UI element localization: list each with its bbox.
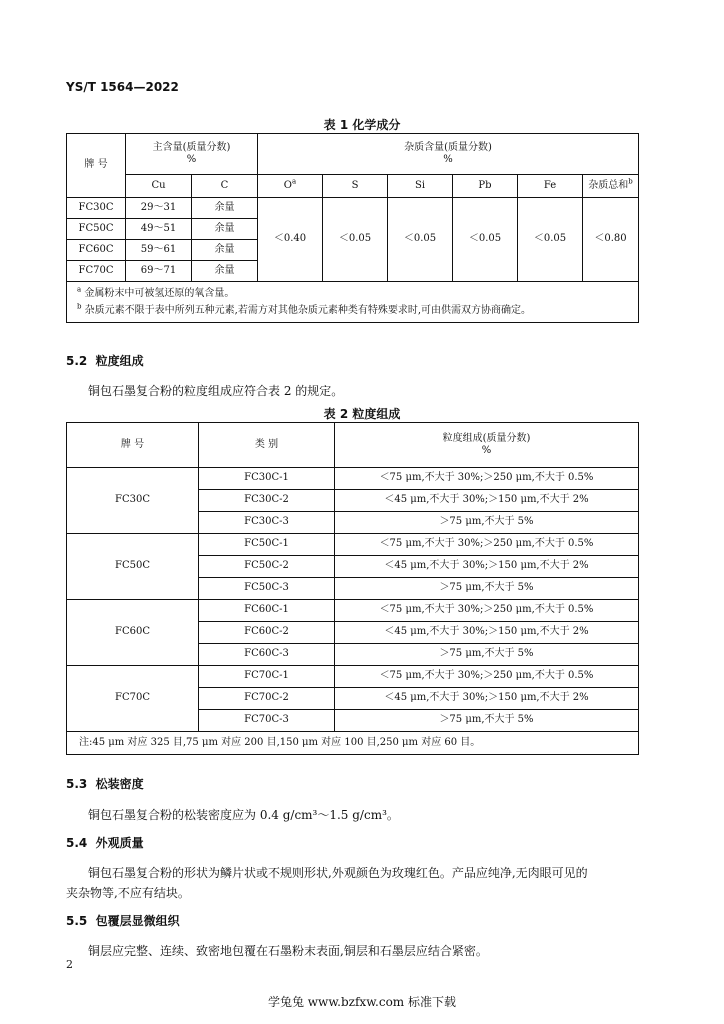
section-5-5-heading	[66, 912, 180, 929]
table2-header-class: 类 别	[199, 423, 335, 468]
table2-grade: FC60C	[67, 600, 199, 666]
table1-c: 余量	[192, 198, 258, 219]
table2-class: FC70C-2	[199, 688, 335, 710]
table2-header-size	[335, 423, 639, 468]
section-5-2-text: 铜包石墨复合粉的粒度组成应符合表 2 的规定。	[88, 384, 344, 398]
standard-code: YS/T 1564—2022	[66, 80, 179, 94]
section-5-3-title: 松装密度	[95, 777, 144, 791]
table2-spec: ＜45 μm,不大于 30%;＞150 μm,不大于 2%	[335, 622, 639, 644]
section-5-2-number: 5.2	[66, 354, 88, 368]
section-5-4-heading	[66, 834, 144, 851]
table-row	[67, 600, 639, 622]
table2-header-grade: 牌 号	[67, 423, 199, 468]
table1-c: 余量	[192, 240, 258, 261]
table2-size-unit: %	[481, 445, 492, 456]
table1-note-a-mark: a	[77, 285, 82, 294]
table2-grade: FC30C	[67, 468, 199, 534]
section-5-2-heading	[66, 352, 144, 369]
table2-size-label: 粒度组成(质量分数)	[442, 432, 531, 444]
table2-class: FC60C-1	[199, 600, 335, 622]
section-5-5-title: 包覆层显微组织	[95, 914, 180, 928]
table1-fe-value: ＜0.05	[518, 198, 583, 282]
table1-grade: FC70C	[67, 261, 126, 282]
table2-class: FC70C-3	[199, 710, 335, 732]
table2-class: FC70C-1	[199, 666, 335, 688]
table1-cu: 49～51	[126, 219, 192, 240]
table2-class: FC60C-2	[199, 622, 335, 644]
table1-header-cu: Cu	[126, 175, 192, 198]
table1-header-total	[583, 175, 639, 198]
table2-class: FC30C-1	[199, 468, 335, 490]
table1-note-a	[77, 285, 628, 302]
table1-header-o	[258, 175, 323, 198]
table1-c: 余量	[192, 219, 258, 240]
table1-grade: FC30C	[67, 198, 126, 219]
table2-class: FC50C-3	[199, 578, 335, 600]
particle-size-table	[66, 422, 639, 755]
table2-class: FC50C-1	[199, 534, 335, 556]
table2-note: 注:45 μm 对应 325 目,75 μm 对应 200 目,150 μm 对应 100 目,250 μm 对应 60 目。	[67, 732, 639, 755]
section-5-4-title: 外观质量	[95, 836, 144, 850]
table2-spec: ＜75 μm,不大于 30%;＞250 μm,不大于 0.5%	[335, 600, 639, 622]
table2-class: FC30C-3	[199, 512, 335, 534]
table1-impurity-label: 杂质含量(质量分数)	[404, 141, 492, 153]
section-5-5-number: 5.5	[66, 914, 88, 928]
section-5-3-text: 铜包石墨复合粉的松装密度应为 0.4 g/cm³～1.5 g/cm³。	[88, 808, 399, 822]
table1-header-s: S	[323, 175, 388, 198]
table1-main-unit: %	[186, 154, 197, 165]
table-row	[67, 198, 639, 219]
table-row	[67, 666, 639, 688]
section-5-4-text-line1: 铜包石墨复合粉的形状为鳞片状或不规则形状,外观颜色为玫瑰红色。产品应纯净,无肉眼可见的	[88, 866, 588, 880]
table1-header-c: C	[192, 175, 258, 198]
table1-c: 余量	[192, 261, 258, 282]
table2-spec: ＜75 μm,不大于 30%;＞250 μm,不大于 0.5%	[335, 534, 639, 556]
section-5-3-heading	[66, 775, 144, 792]
table2-spec: ＜45 μm,不大于 30%;＞150 μm,不大于 2%	[335, 490, 639, 512]
table2-class: FC30C-2	[199, 490, 335, 512]
table1-cu: 59～61	[126, 240, 192, 261]
table1-header-grade: 牌 号	[67, 134, 126, 198]
section-5-5-text: 铜层应完整、连续、致密地包覆在石墨粉末表面,铜层和石墨层应结合紧密。	[88, 944, 488, 958]
table1-header-impurity	[258, 134, 639, 175]
table2-class: FC50C-2	[199, 556, 335, 578]
table1-grade: FC60C	[67, 240, 126, 261]
table1-o-value: ＜0.40	[258, 198, 323, 282]
section-5-3-number: 5.3	[66, 777, 88, 791]
table1-header-main	[126, 134, 258, 175]
table2-spec: ＜45 μm,不大于 30%;＞150 μm,不大于 2%	[335, 688, 639, 710]
table1-notes	[67, 282, 639, 323]
table2-spec: ＜75 μm,不大于 30%;＞250 μm,不大于 0.5%	[335, 468, 639, 490]
table1-cu: 69～71	[126, 261, 192, 282]
table-row	[67, 468, 639, 490]
table1-total-value: ＜0.80	[583, 198, 639, 282]
table1-header-si: Si	[388, 175, 453, 198]
table2-grade: FC50C	[67, 534, 199, 600]
table1-note-b-mark: b	[77, 302, 82, 311]
table1-header-fe: Fe	[518, 175, 583, 198]
section-5-4-number: 5.4	[66, 836, 88, 850]
table1-note-b-text: 杂质元素不限于表中所列五种元素,若需方对其他杂质元素种类有特殊要求时,可由供需双方协商确定。	[84, 305, 532, 316]
table2-caption: 表 2 粒度组成	[323, 407, 401, 421]
table2-spec: ＞75 μm,不大于 5%	[335, 578, 639, 600]
footer-watermark: 学兔兔 www.bzfxw.com 标准下载	[267, 995, 457, 1009]
table2-grade: FC70C	[67, 666, 199, 732]
table1-note-a-text: 金属粉末中可被氢还原的氧含量。	[84, 288, 235, 299]
table-row	[67, 534, 639, 556]
page-number: 2	[66, 958, 73, 971]
table2-spec: ＞75 μm,不大于 5%	[335, 644, 639, 666]
table2-spec: ＞75 μm,不大于 5%	[335, 710, 639, 732]
table1-caption: 表 1 化学成分	[323, 118, 401, 132]
table1-header-o-text: O	[283, 179, 292, 191]
table1-impurity-unit: %	[443, 154, 453, 165]
table1-si-value: ＜0.05	[388, 198, 453, 282]
section-5-4-text-line2: 夹杂物等,不应有结块。	[66, 886, 190, 900]
table1-header-total-note: b	[628, 177, 633, 186]
section-5-2-title: 粒度组成	[95, 354, 144, 368]
table1-header-total-text: 杂质总和	[588, 179, 629, 191]
table1-grade: FC50C	[67, 219, 126, 240]
table2-spec: ＜75 μm,不大于 30%;＞250 μm,不大于 0.5%	[335, 666, 639, 688]
table2-spec: ＞75 μm,不大于 5%	[335, 512, 639, 534]
chemical-composition-table	[66, 133, 639, 323]
table1-header-o-note: a	[292, 177, 297, 186]
table2-spec: ＜45 μm,不大于 30%;＞150 μm,不大于 2%	[335, 556, 639, 578]
table1-note-b	[77, 302, 628, 319]
table1-header-pb: Pb	[453, 175, 518, 198]
table2-class: FC60C-3	[199, 644, 335, 666]
table1-s-value: ＜0.05	[323, 198, 388, 282]
table1-main-label: 主含量(质量分数)	[152, 141, 231, 153]
table1-cu: 29～31	[126, 198, 192, 219]
table1-pb-value: ＜0.05	[453, 198, 518, 282]
